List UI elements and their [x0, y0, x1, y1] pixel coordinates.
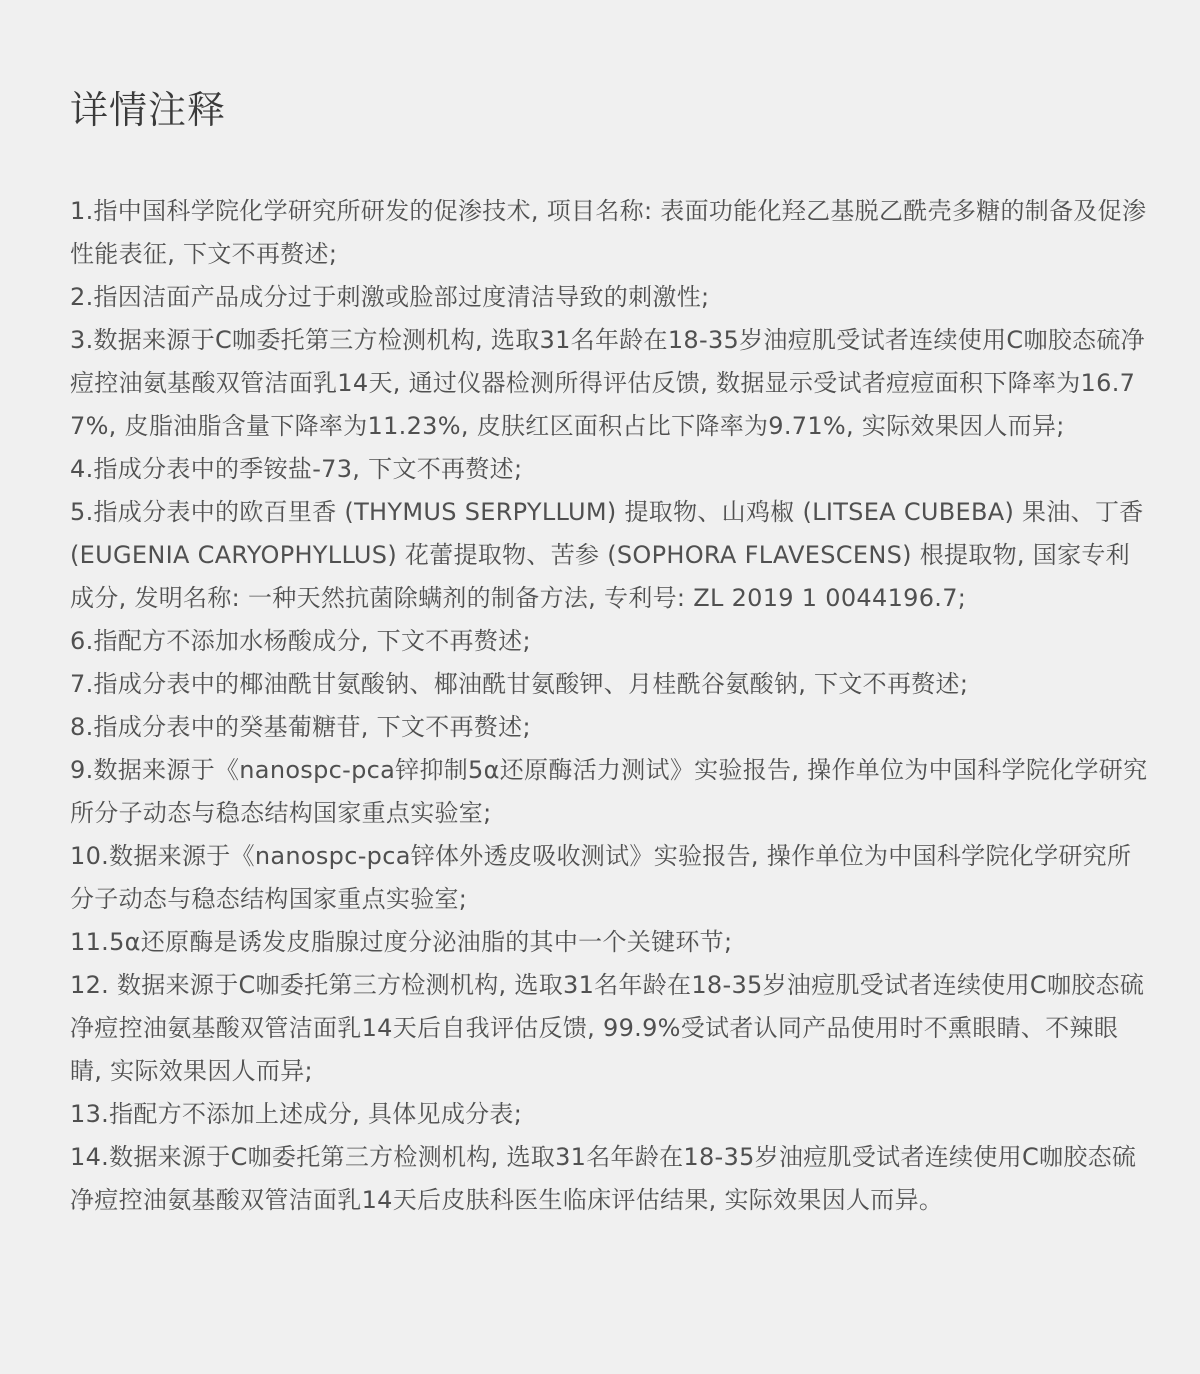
note-item-14: 14.数据来源于C咖委托第三方检测机构, 选取31名年龄在18-35岁油痘肌受试者连续使用C咖胶态硫净痘控油氨基酸双管洁面乳14天后皮肤科医生临床评估结果, 实际效果因人而异。 — [70, 1143, 1137, 1214]
note-item-2: 2.指因洁面产品成分过于刺激或脸部过度清洁导致的刺激性; — [70, 283, 710, 311]
note-item-9: 9.数据来源于《nanospc-pca锌抑制5α还原酶活力测试》实验报告, 操作单位为中国科学院化学研究所分子动态与稳态结构国家重点实验室; — [70, 756, 1148, 827]
note-item-5: 5.指成分表中的欧百里香 (THYMUS SERPYLLUM) 提取物、山鸡椒 (LITSEA CUBEBA) 果油、丁香 (EUGENIA CARYOPHYLLUS) 花蕾提取物、苦参 (SOPHORA FLAVESCENS) 根提取物, 国家专利成分, 发明名称: 一种天然抗菌除螨剂的制备方法, 专利号: ZL 2019 1 0044196.7; — [70, 498, 1144, 612]
note-item-1: 1.指中国科学院化学研究所研发的促渗技术, 项目名称: 表面功能化羟乙基脱乙酰壳多糖的制备及促渗性能表征, 下文不再赘述; — [70, 197, 1147, 268]
notes-list — [70, 190, 1148, 1222]
note-item-6: 6.指配方不添加水杨酸成分, 下文不再赘述; — [70, 627, 531, 655]
note-item-7: 7.指成分表中的椰油酰甘氨酸钠、椰油酰甘氨酸钾、月桂酰谷氨酸钠, 下文不再赘述; — [70, 670, 969, 698]
note-item-11: 11.5α还原酶是诱发皮脂腺过度分泌油脂的其中一个关键环节; — [70, 928, 733, 956]
note-item-12: 12. 数据来源于C咖委托第三方检测机构, 选取31名年龄在18-35岁油痘肌受试者连续使用C咖胶态硫净痘控油氨基酸双管洁面乳14天后自我评估反馈, 99.9%受试者认同产品使用时不熏眼睛、不辣眼睛, 实际效果因人而异; — [70, 971, 1145, 1085]
note-item-10: 10.数据来源于《nanospc-pca锌体外透皮吸收测试》实验报告, 操作单位为中国科学院化学研究所分子动态与稳态结构国家重点实验室; — [70, 842, 1132, 913]
note-item-4: 4.指成分表中的季铵盐-73, 下文不再赘述; — [70, 455, 523, 483]
note-item-8: 8.指成分表中的癸基葡糖苷, 下文不再赘述; — [70, 713, 531, 741]
note-item-3: 3.数据来源于C咖委托第三方检测机构, 选取31名年龄在18-35岁油痘肌受试者连续使用C咖胶态硫净痘控油氨基酸双管洁面乳14天, 通过仪器检测所得评估反馈, 数据显示受试者痘痘面积下降率为16.77%, 皮脂油脂含量下降率为11.23%, 皮肤红区面积占比下降率为9.71%, 实际效果因人而异; — [70, 326, 1145, 440]
note-item-13: 13.指配方不添加上述成分, 具体见成分表; — [70, 1100, 523, 1128]
page-title: 详情注释 — [70, 88, 227, 132]
